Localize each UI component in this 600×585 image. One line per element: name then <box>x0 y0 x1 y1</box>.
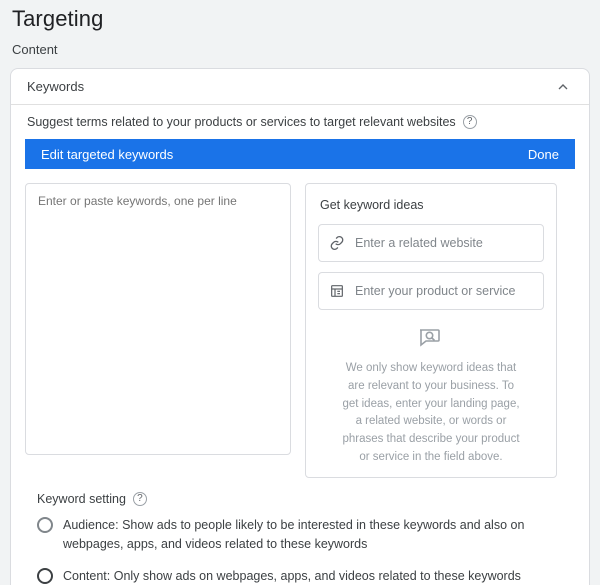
edit-targeted-keywords-label: Edit targeted keywords <box>41 146 174 162</box>
search-card-icon <box>415 326 447 350</box>
done-button[interactable]: Done <box>527 146 559 162</box>
product-or-service-field[interactable] <box>318 272 544 310</box>
link-icon <box>329 235 345 251</box>
keyword-setting-help-icon[interactable]: ? <box>133 492 147 506</box>
related-website-field[interactable] <box>318 224 544 262</box>
keyword-setting-area <box>11 478 589 585</box>
keywords-card-title: Keywords <box>27 79 85 94</box>
keyword-setting-option-content[interactable] <box>37 567 575 585</box>
radio-content-label: Content: Only show ads on webpages, apps, and videos related to these keywords <box>63 568 521 583</box>
chevron-up-icon[interactable] <box>553 77 573 97</box>
keyword-ideas-title: Get keyword ideas <box>320 198 424 212</box>
radio-audience-label: Audience: Show ads to people likely to be interested in these keywords and also on webpages, apps, and videos related to these keywords <box>63 518 525 552</box>
keyword-ideas-empty-text: We only show keyword ideas that are relevant to your business. To get ideas, enter your landing page, a related website, or words or phrases that describe your product or service in the field above. <box>342 362 520 464</box>
keywords-hint-row <box>11 105 589 137</box>
radio-audience[interactable] <box>37 517 53 533</box>
keyword-setting-label: Keyword setting <box>37 492 126 506</box>
keywords-input[interactable] <box>25 183 291 455</box>
keywords-hint-text: Suggest terms related to your products or services to target relevant websites <box>27 115 456 129</box>
edit-targeted-keywords-bar <box>25 139 575 169</box>
page-title: Targeting <box>12 6 104 31</box>
keywords-card <box>10 68 590 585</box>
page-subtitle: Content <box>12 42 58 57</box>
keywords-body <box>11 169 589 478</box>
related-website-placeholder: Enter a related website <box>355 236 483 250</box>
help-icon[interactable]: ? <box>463 115 477 129</box>
radio-content[interactable] <box>37 568 53 584</box>
product-or-service-placeholder: Enter your product or service <box>355 284 516 298</box>
keywords-card-header[interactable] <box>11 69 589 105</box>
keyword-setting-option-audience[interactable] <box>37 516 575 555</box>
keyword-setting-label-row <box>37 492 575 506</box>
building-icon <box>329 283 345 299</box>
keyword-ideas-panel <box>305 183 557 478</box>
